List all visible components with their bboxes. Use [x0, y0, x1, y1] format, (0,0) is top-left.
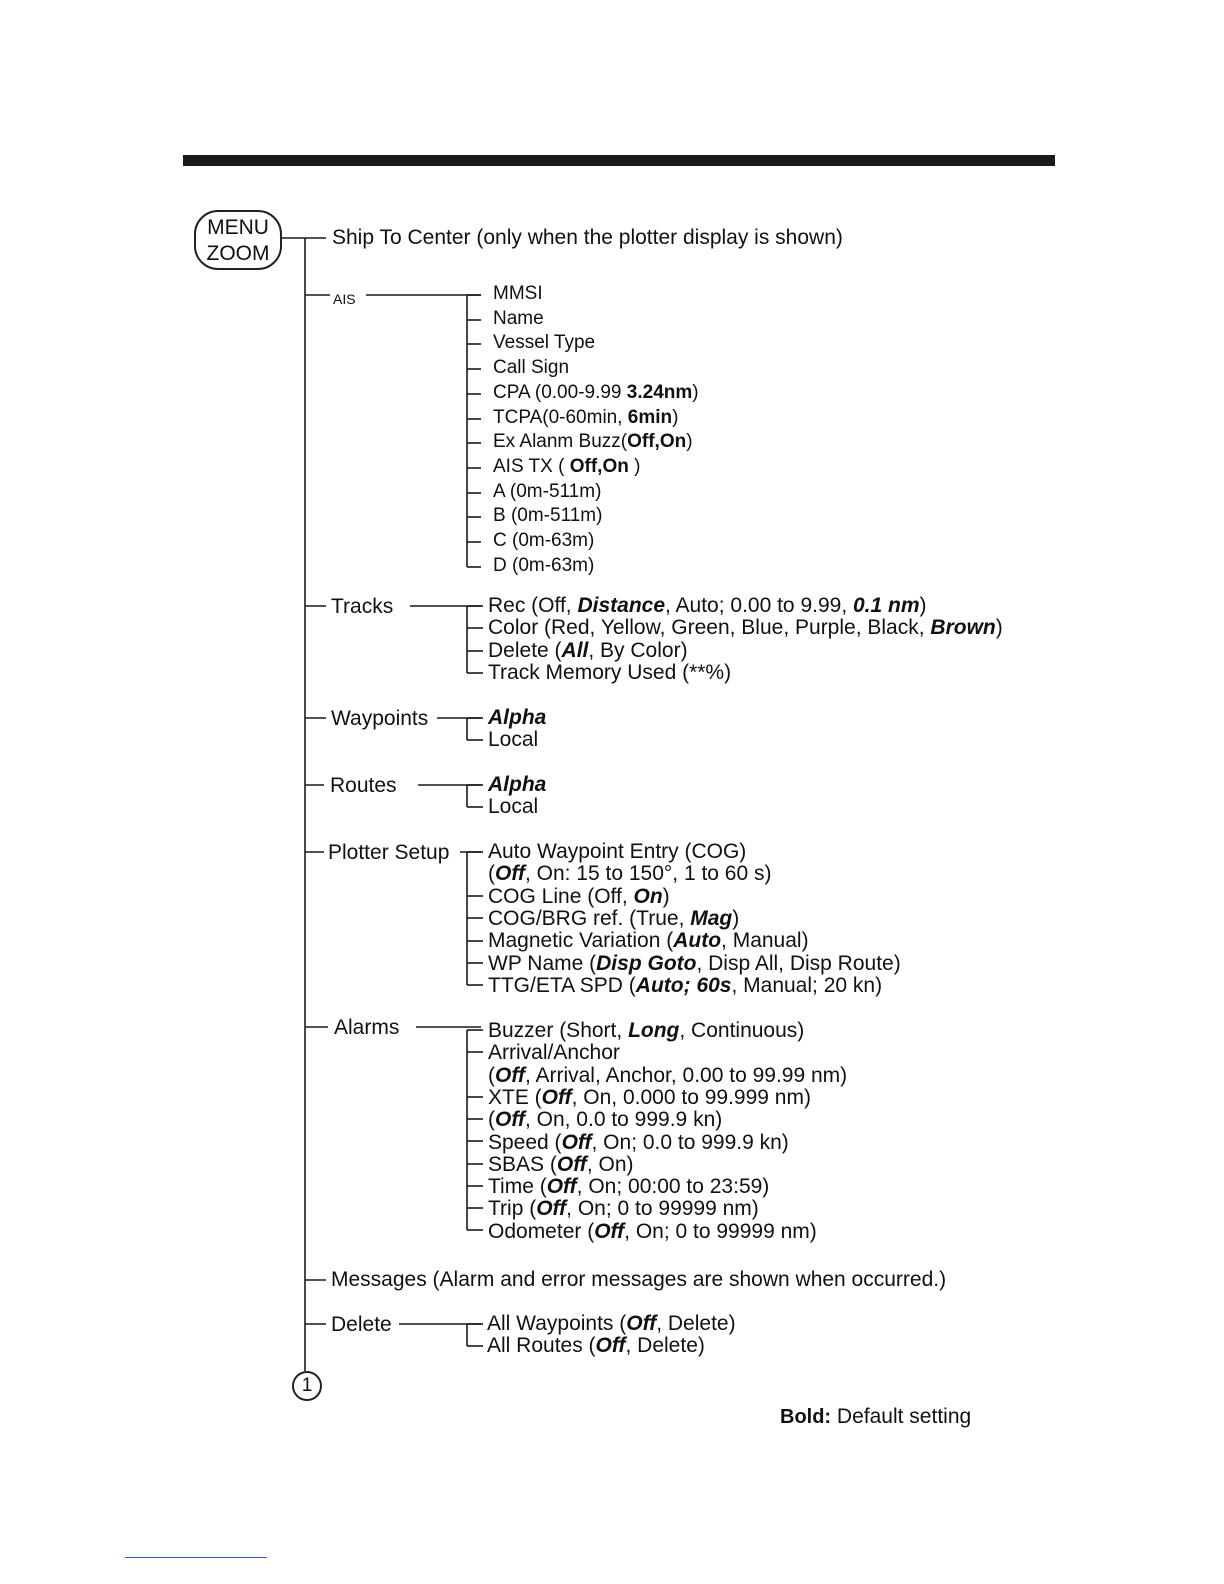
default-value: Distance [577, 594, 666, 617]
item-text: ) [919, 594, 927, 617]
item-text: CPA (0.00-9.99 [493, 381, 627, 403]
plotter-setup-item [488, 907, 739, 931]
item-text: Ex Alanm Buzz( [493, 431, 628, 453]
item-text: ( [488, 1108, 495, 1132]
delete-item [487, 1312, 736, 1336]
item-text: TTG/ETA SPD ( [488, 973, 636, 997]
ais-item [493, 282, 543, 306]
item-text: C (0m-63m) [493, 530, 595, 551]
item-text: , Manual; 20 kn) [731, 973, 883, 997]
item-text: , On, 0.0 to 999.9 kn) [524, 1108, 723, 1132]
alarms-label: Alarms [334, 1016, 400, 1039]
default-value: 0.1 nm [853, 594, 920, 617]
item-text: MMSI [493, 283, 543, 304]
item-text: Name [493, 307, 544, 329]
item-text: Odometer ( [488, 1219, 595, 1243]
item-text: , Arrival, Anchor, 0.00 to 99.99 nm) [524, 1063, 848, 1087]
item-text: Magnetic Variation ( [488, 929, 674, 953]
default-value: Off [595, 1334, 626, 1358]
ais-item [493, 504, 602, 528]
default-value: Off,On [569, 455, 629, 477]
continuation-marker: 1 [292, 1371, 322, 1401]
item-text: Delete ( [488, 638, 562, 662]
key-label-zoom: ZOOM [206, 242, 270, 265]
alarms-item [488, 1086, 811, 1110]
ais-item [493, 480, 601, 504]
legend [780, 1405, 971, 1429]
item-text: COG Line (Off, [488, 884, 634, 908]
item-text: B (0m-511m) [493, 505, 603, 527]
default-value: Off [561, 1130, 592, 1154]
item-text: , Delete) [625, 1334, 705, 1358]
default-value: On [633, 884, 663, 908]
alarms-item [488, 1220, 817, 1244]
tracks-item [488, 639, 688, 663]
plotter-setup-item [488, 929, 809, 953]
item-text: SBAS ( [488, 1152, 557, 1176]
default-value: Off [495, 1108, 525, 1132]
footer-link-rule [125, 1557, 267, 1558]
item-text: Speed ( [488, 1130, 562, 1154]
item-text: ) [692, 381, 699, 403]
ais-item [493, 307, 544, 331]
plotter-setup-label: Plotter Setup [328, 841, 450, 864]
alarms-item [488, 1019, 804, 1043]
default-value: 3.24nm [626, 381, 693, 403]
item-text: , On; 00:00 to 23:59) [576, 1175, 770, 1199]
ship-to-center: Ship To Center (only when the plotter display is shown) [332, 226, 843, 249]
default-value: Auto; 60s [635, 973, 732, 997]
item-text: , Auto; 0.00 to 9.99, [665, 594, 853, 617]
ais-item [493, 455, 640, 479]
item-text: , On; 0 to 99999 nm) [566, 1197, 759, 1221]
item-text: ) [995, 616, 1003, 640]
delete-label: Delete [331, 1313, 392, 1336]
item-text: ) [686, 431, 693, 453]
tracks-item [488, 616, 1003, 640]
item-text: COG/BRG ref. (True, [488, 906, 691, 930]
plotter-setup-item [488, 974, 882, 998]
item-text: Rec (Off, [488, 594, 578, 617]
item-text: All Waypoints ( [487, 1312, 627, 1335]
default-value: Off [546, 1175, 577, 1199]
waypoints-item [488, 728, 538, 752]
item-text: ) [628, 455, 641, 477]
plotter-setup-item [488, 885, 670, 909]
default-value: Off [626, 1312, 657, 1335]
ais-item [493, 381, 699, 405]
item-text: ) [662, 884, 670, 908]
ais-item [493, 356, 569, 380]
item-text: Call Sign [493, 357, 570, 379]
item-text: ( [488, 1063, 495, 1087]
tracks-item [488, 661, 731, 685]
routes-label: Routes [330, 774, 397, 797]
item-text: XTE ( [488, 1085, 542, 1109]
legend-bold-label: Bold: [780, 1406, 832, 1428]
item-text: , On) [586, 1152, 634, 1176]
alarms-item [488, 1041, 620, 1065]
ais-item [493, 554, 594, 578]
default-value: All [561, 638, 589, 662]
default-value: Disp Goto [596, 951, 697, 975]
item-text: , Continuous) [679, 1019, 805, 1042]
default-value: Brown [930, 616, 996, 640]
default-value: Off,On [627, 431, 687, 453]
ais-item [493, 529, 594, 553]
item-text: Track Memory Used (**%) [488, 660, 732, 684]
alarms-item [488, 1175, 769, 1199]
item-text: ) [672, 406, 679, 428]
legend-text: Default setting [831, 1405, 972, 1428]
item-text: AIS TX ( [493, 455, 570, 477]
item-text: Trip ( [488, 1197, 537, 1221]
messages-item: Messages (Alarm and error messages are shown when occurred.) [331, 1268, 947, 1291]
item-text: Color (Red, Yellow, Green, Blue, Purple, Black, [488, 616, 931, 640]
tracks-item [488, 594, 927, 618]
item-text: , On, 0.000 to 99.999 nm) [571, 1085, 811, 1109]
plotter-setup-item [488, 840, 746, 864]
ais-label: AIS [333, 291, 356, 307]
item-text: Local [488, 728, 539, 752]
item-text: , Disp All, Disp Route) [696, 951, 901, 975]
waypoints-item [488, 706, 546, 730]
item-text: Local [488, 795, 539, 819]
default-value: Off [556, 1152, 587, 1176]
default-value: Off [536, 1197, 567, 1221]
waypoints-label: Waypoints [331, 707, 429, 730]
default-value: Alpha [488, 706, 547, 729]
item-text: All Routes ( [487, 1334, 596, 1358]
default-value: Mag [690, 906, 733, 930]
item-text: , Manual) [721, 929, 809, 953]
default-value: 6min [627, 406, 673, 428]
alarms-item [488, 1108, 722, 1132]
default-value: Alpha [488, 773, 547, 796]
item-text: ( [488, 862, 495, 886]
default-value: Long [628, 1019, 680, 1042]
item-text: Arrival/Anchor [488, 1041, 620, 1065]
item-text: WP Name ( [488, 951, 597, 975]
ais-item [493, 406, 678, 430]
delete-item [487, 1334, 705, 1358]
routes-item [488, 795, 538, 819]
item-text: ) [732, 906, 740, 930]
default-value: Off [541, 1085, 572, 1109]
default-value: Auto [673, 929, 722, 953]
item-text: , Delete) [656, 1312, 736, 1335]
ais-item [493, 430, 693, 454]
item-text: D (0m-63m) [493, 554, 595, 576]
alarms-item [488, 1131, 789, 1155]
default-value: Off [495, 1063, 525, 1087]
alarms-item [488, 1064, 847, 1088]
item-text: Buzzer (Short, [488, 1019, 629, 1042]
item-text: TCPA(0-60min, [493, 406, 628, 428]
tracks-label: Tracks [331, 595, 394, 618]
default-value: Off [495, 862, 525, 886]
key-label-menu: MENU [207, 216, 269, 239]
item-text: , On; 0.0 to 999.9 kn) [591, 1130, 789, 1154]
item-text: A (0m-511m) [493, 480, 602, 502]
item-text: , By Color) [588, 638, 688, 662]
routes-item [488, 773, 546, 797]
alarms-item [488, 1153, 634, 1177]
ais-item [493, 331, 595, 355]
plotter-setup-item [488, 952, 901, 976]
item-text: Time ( [488, 1175, 547, 1199]
plotter-setup-item [488, 862, 772, 886]
alarms-item [488, 1197, 759, 1221]
item-text: , On; 0 to 99999 nm) [624, 1219, 817, 1243]
item-text: , On: 15 to 150°, 1 to 60 s) [524, 862, 772, 886]
item-text: Vessel Type [493, 332, 596, 354]
default-value: Off [594, 1219, 625, 1243]
item-text: Auto Waypoint Entry (COG) [488, 840, 747, 863]
